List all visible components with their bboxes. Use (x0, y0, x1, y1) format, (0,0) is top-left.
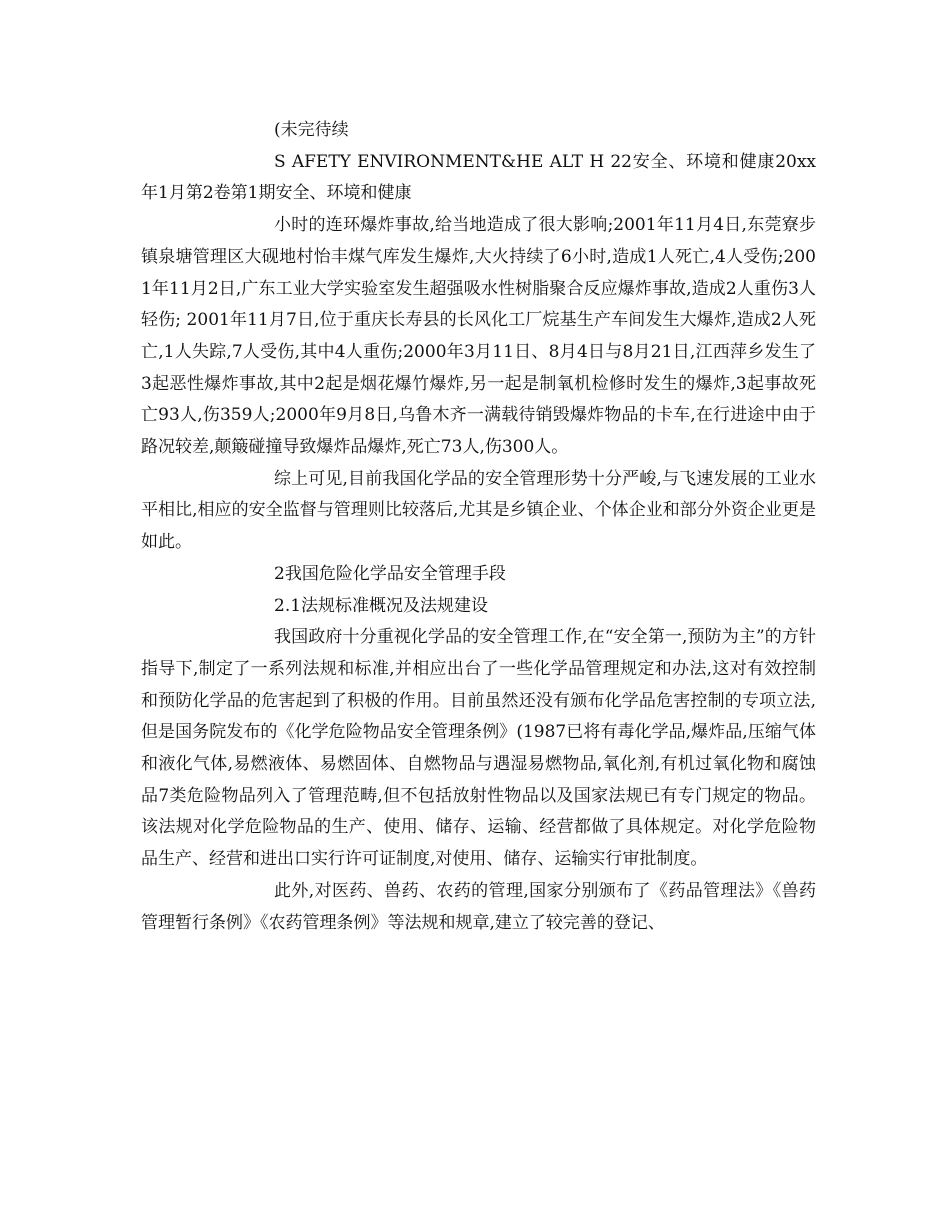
paragraph-additional-laws: 此外,对医药、兽药、农药的管理,国家分别颁布了《药品管理法》《兽药管理暂行条例》《农药管理条例》等法规和规章,建立了较完善的登记、 (141, 880, 816, 933)
paragraph-continuation-note: (未完待续 (274, 120, 349, 140)
paragraph-journal-header: S AFETY ENVIRONMENT&HE ALT H 22安全、环境和健康20xx年1月第2卷第1期安全、环境和健康 (141, 151, 816, 204)
document-body (141, 115, 816, 939)
paragraph-regulations: 我国政府十分重视化学品的安全管理工作,在“安全第一,预防为主”的方针指导下,制定了一系列法规和标准,并相应出台了一些化学品管理规定和办法,这对有效控制和预防化学品的危害起到了积极的作用。目前虽然还没有颁布化学品危害控制的专项立法,但是国务院发布的《化学危险物品安全管理条例》(1987已将有毒化学品,爆炸品,压缩气体和液化气体,易燃液体、易燃固体、自燃物品与遇湿易燃物品,氧化剂,有机过氧化物和腐蚀品7类危险物品列入了管理范畴,但不包括放射性物品以及国家法规已有专门规定的物品。该法规对化学危险物品的生产、使用、储存、运输、经营都做了具体规定。对化学危险物品生产、经营和进出口实行许可证制度,对使用、储存、运输实行审批制度。 (141, 627, 816, 870)
section-heading: 2我国危险化学品安全管理手段 (274, 563, 506, 584)
paragraph-summary: 综上可见,目前我国化学品的安全管理形势十分严峻,与飞速发展的工业水平相比,相应的安全监督与管理则比较落后,尤其是乡镇企业、个体企业和部分外资企业更是如此。 (141, 468, 816, 553)
subsection-heading: 2.1法规标准概况及法规建设 (274, 595, 489, 616)
paragraph-accident-list: 小时的连环爆炸事故,给当地造成了很大影响;2001年11月4日,东莞寮步镇泉塘管理区大砚地村怡丰煤气库发生爆炸,大火持续了6小时,造成1人死亡,4人受伤;2001年11月2日,广东工业大学实验室发生超强吸水性树脂聚合反应爆炸事故,造成2人重伤3人轻伤; 2001年11月7日,位于重庆长寿县的长风化工厂烷基生产车间发生大爆炸,造成2人死亡,1人失踪,7人受伤,其中4人重伤;2000年3月11日、8月4日与8月21日,江西萍乡发生了3起恶性爆炸事故,其中2起是烟花爆竹爆炸,另一起是制氧机检修时发生的爆炸,3起事故死亡93人,伤359人;2000年9月8日,乌鲁木齐一满载待销毁爆炸物品的卡车,在行进途中由于路况较差,颠簸碰撞导致爆炸品爆炸,死亡73人,伤300人。 (141, 215, 816, 458)
